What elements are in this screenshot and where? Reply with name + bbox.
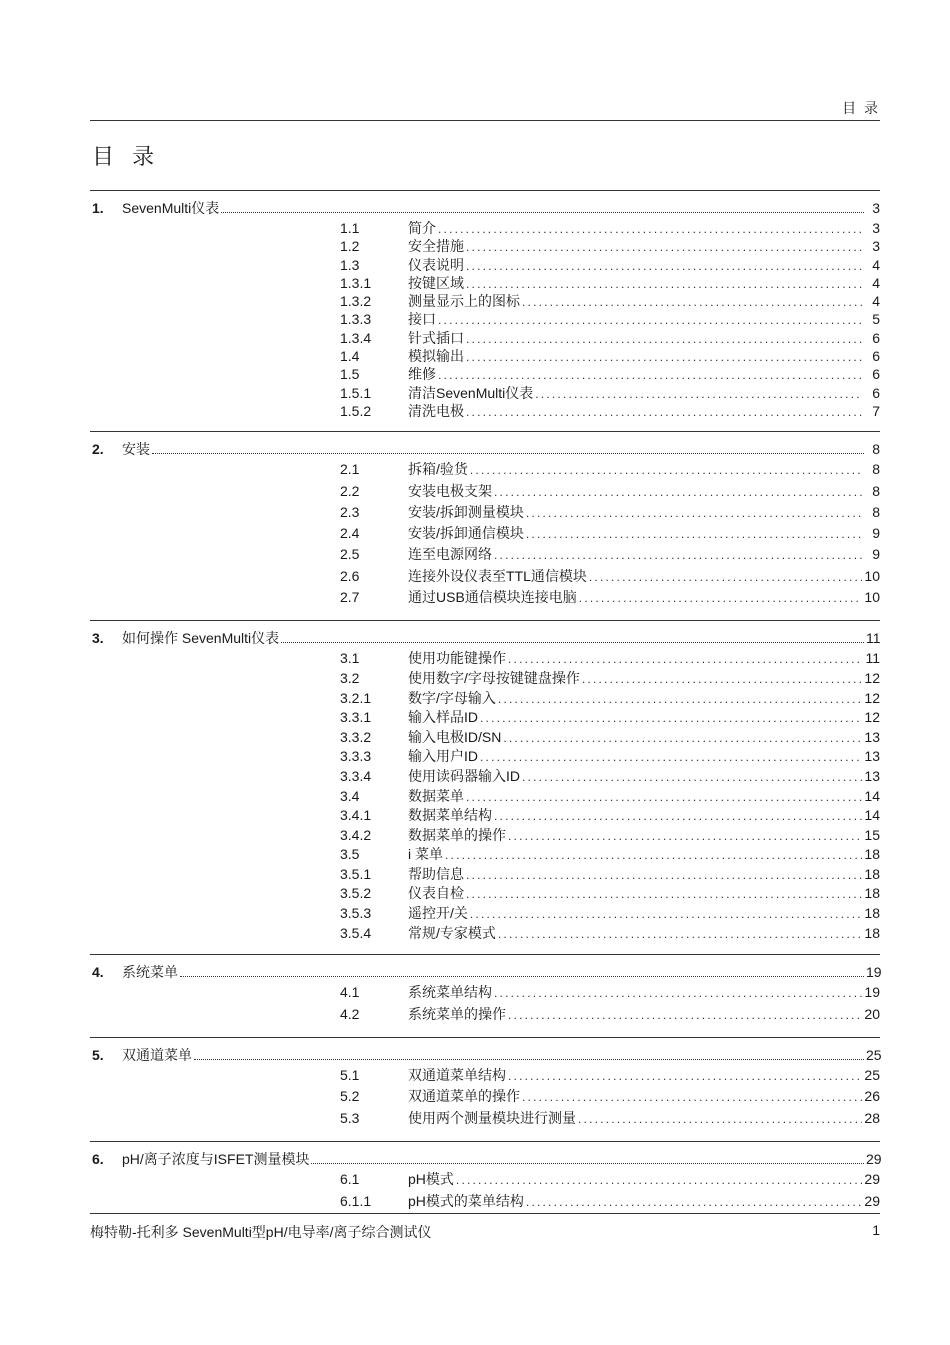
dot-leader	[152, 452, 864, 454]
dot-leader	[445, 848, 862, 862]
toc-entry[interactable]	[90, 273, 880, 291]
entry-number: 2.7	[340, 589, 360, 606]
entry-number: 2.1	[340, 461, 360, 478]
dot-leader	[194, 1058, 864, 1060]
entry-page: 6	[872, 366, 880, 383]
toc-entry[interactable]	[90, 727, 880, 747]
entry-number: 1.5.2	[340, 402, 372, 419]
toc-entry[interactable]	[90, 566, 880, 587]
toc-entry[interactable]	[90, 844, 880, 864]
entry-number: 1.3.3	[340, 311, 372, 328]
entry-page: 28	[864, 1109, 880, 1126]
chapter-page: 3	[872, 200, 880, 216]
entry-page: 20	[864, 1005, 880, 1022]
entry-title: 数字/字母输入	[408, 689, 496, 706]
dot-leader	[503, 731, 862, 745]
entry-number: 2.2	[340, 482, 360, 499]
entry-title: 通过USB通信模块连接电脑	[408, 589, 577, 606]
entry-page: 7	[872, 402, 880, 419]
entry-page: 18	[864, 865, 880, 882]
entry-title: 安装电极支架	[408, 482, 492, 499]
entry-number: 3.2.1	[340, 689, 372, 706]
running-header: 目 录	[90, 98, 880, 121]
entry-number: 2.5	[340, 546, 360, 563]
toc-entry[interactable]	[90, 236, 880, 254]
toc-entry[interactable]	[90, 502, 880, 523]
dot-leader	[522, 770, 862, 784]
dot-leader	[498, 692, 862, 706]
entry-page: 13	[864, 767, 880, 784]
entry-title: 数据菜单结构	[408, 807, 492, 824]
dot-leader	[522, 295, 862, 309]
toc-entry[interactable]	[90, 523, 880, 544]
toc-entry[interactable]	[90, 903, 880, 923]
entry-number: 4.2	[340, 1005, 360, 1022]
chapter-number: 4.	[92, 964, 104, 981]
entry-title: 使用两个测量模块进行测量	[408, 1109, 576, 1126]
entry-page: 4	[872, 256, 880, 273]
dot-leader	[498, 927, 862, 941]
toc-entry[interactable]	[90, 648, 880, 668]
entry-title: 拆箱/验货	[408, 461, 468, 478]
entry-number: 6.1	[340, 1171, 360, 1188]
entry-page: 4	[872, 274, 880, 291]
entry-page: 10	[864, 589, 880, 606]
entry-number: 3.5.3	[340, 905, 372, 922]
entry-number: 1.3	[340, 256, 360, 273]
toc-chapter	[90, 431, 880, 608]
entry-page: 8	[872, 461, 880, 478]
entry-page: 3	[872, 220, 880, 236]
entry-number: 3.4	[340, 787, 360, 804]
entry-page: 13	[864, 748, 880, 765]
entry-title: 清洗电极	[408, 402, 464, 419]
entry-number: 3.4.2	[340, 826, 372, 843]
dot-leader	[466, 405, 862, 419]
dot-leader	[466, 240, 862, 254]
dot-leader	[311, 1162, 864, 1164]
toc-chapter	[90, 1037, 880, 1130]
entry-title: pH模式的菜单结构	[408, 1192, 524, 1209]
chapter-title: pH/离子浓度与ISFET测量模块	[122, 1151, 310, 1168]
entry-title: 模拟输出	[408, 348, 464, 365]
entry-title: i 菜单	[408, 846, 443, 863]
entry-number: 3.3.3	[340, 748, 372, 765]
toc-entry[interactable]	[90, 383, 880, 401]
entry-page: 15	[864, 826, 880, 843]
dot-leader	[494, 548, 862, 562]
entry-page: 18	[864, 846, 880, 863]
toc-chapter	[90, 620, 880, 942]
entry-number: 3.3.1	[340, 709, 372, 726]
entry-number: 5.2	[340, 1088, 360, 1105]
toc-entry[interactable]	[90, 1108, 880, 1130]
entry-title: 使用功能键操作	[408, 650, 506, 667]
entry-number: 2.4	[340, 525, 360, 542]
toc-entry[interactable]	[90, 459, 880, 480]
entry-page: 4	[872, 293, 880, 310]
entry-title: 安装/拆卸测量模块	[408, 503, 524, 520]
dot-leader	[494, 986, 862, 1000]
entry-page: 18	[864, 924, 880, 941]
entry-number: 5.1	[340, 1066, 360, 1083]
entry-page: 8	[872, 482, 880, 499]
dot-leader	[526, 1195, 862, 1209]
entry-title: 遥控开/关	[408, 905, 468, 922]
entry-title: 维修	[408, 366, 436, 383]
entry-title: 仪表说明	[408, 256, 464, 273]
toc-chapter	[90, 954, 880, 1025]
chapter-page: 19	[866, 964, 882, 981]
entry-number: 1.3.2	[340, 293, 372, 310]
dot-leader	[578, 1112, 862, 1126]
dot-leader	[508, 829, 862, 843]
toc-entry[interactable]	[90, 746, 880, 766]
entry-page: 12	[864, 709, 880, 726]
chapter-title: SevenMulti仪表	[122, 200, 220, 216]
toc-entry[interactable]	[90, 1004, 880, 1025]
dot-leader	[466, 350, 862, 364]
dot-leader	[466, 259, 862, 273]
entry-number: 1.1	[340, 220, 360, 236]
entry-number: 3.5	[340, 846, 360, 863]
entry-page: 11	[865, 650, 880, 667]
toc-chapter-line[interactable]	[90, 955, 880, 982]
toc-entry[interactable]	[90, 883, 880, 903]
footer-product-name: 梅特勒-托利多 SevenMulti型pH/电导率/离子综合测试仪	[90, 1224, 432, 1240]
dot-leader	[466, 887, 862, 901]
chapter-number: 1.	[92, 200, 104, 216]
dot-leader	[466, 790, 862, 804]
toc-entry[interactable]	[90, 668, 880, 688]
dot-leader	[579, 591, 862, 605]
toc-chapter	[90, 1141, 880, 1212]
toc-chapter-line[interactable]	[90, 432, 880, 459]
entry-title: 安全措施	[408, 238, 464, 255]
toc-entry[interactable]	[90, 255, 880, 273]
entry-title: 输入用户ID	[408, 748, 478, 765]
chapter-title: 如何操作 SevenMulti仪表	[122, 630, 280, 647]
entry-number: 1.3.4	[340, 329, 372, 346]
entry-number: 3.4.1	[340, 807, 372, 824]
entry-page: 12	[864, 669, 880, 686]
entry-page: 14	[864, 787, 880, 804]
toc-entry[interactable]	[90, 786, 880, 806]
dot-leader	[438, 222, 862, 236]
toc-entry[interactable]	[90, 923, 880, 943]
entry-page: 26	[864, 1088, 880, 1105]
entry-number: 6.1.1	[340, 1192, 372, 1209]
dot-leader	[466, 332, 862, 346]
entry-title: 系统菜单的操作	[408, 1005, 506, 1022]
entry-number: 3.3.4	[340, 767, 372, 784]
entry-title: 连接外设仪表至TTL通信模块	[408, 567, 587, 584]
dot-leader	[281, 641, 864, 643]
toc-entry[interactable]	[90, 766, 880, 786]
dot-leader	[480, 711, 862, 725]
toc-entry[interactable]	[90, 328, 880, 346]
toc-entry[interactable]	[90, 1086, 880, 1108]
entry-number: 1.3.1	[340, 274, 372, 291]
chapter-number: 2.	[92, 441, 104, 458]
entry-page: 6	[872, 384, 880, 401]
dot-leader	[494, 485, 862, 499]
dot-leader	[522, 1090, 862, 1104]
entry-number: 4.1	[340, 984, 360, 1001]
toc-chapter-line[interactable]	[90, 1142, 880, 1169]
chapter-page: 8	[872, 441, 880, 458]
dot-leader	[535, 387, 862, 401]
entry-page: 10	[864, 567, 880, 584]
entry-page: 3	[872, 238, 880, 255]
toc-entry[interactable]	[90, 688, 880, 708]
dot-leader	[180, 975, 864, 977]
entry-page: 18	[864, 885, 880, 902]
entry-title: 按键区域	[408, 274, 464, 291]
dot-leader	[438, 368, 862, 382]
entry-page: 13	[864, 728, 880, 745]
toc-entry[interactable]	[90, 346, 880, 364]
entry-number: 3.2	[340, 669, 360, 686]
dot-leader	[456, 1173, 862, 1187]
toc-entry[interactable]	[90, 825, 880, 845]
entry-page: 14	[864, 807, 880, 824]
toc-chapter	[90, 190, 880, 419]
dot-leader	[466, 868, 862, 882]
toc-entry[interactable]	[90, 364, 880, 382]
toc-entry[interactable]	[90, 707, 880, 727]
entry-number: 1.5	[340, 366, 360, 383]
entry-title: 数据菜单	[408, 787, 464, 804]
toc-entry[interactable]	[90, 544, 880, 565]
entry-number: 5.3	[340, 1109, 360, 1126]
entry-number: 2.3	[340, 503, 360, 520]
entry-page: 6	[872, 348, 880, 365]
entry-page: 8	[872, 503, 880, 520]
toc-entry[interactable]	[90, 401, 880, 419]
toc-entry[interactable]	[90, 864, 880, 884]
entry-title: 使用读码器输入ID	[408, 767, 520, 784]
entry-page: 25	[864, 1066, 880, 1083]
chapter-page: 25	[866, 1046, 882, 1063]
entry-number: 1.5.1	[340, 384, 372, 401]
toc-entry[interactable]	[90, 982, 880, 1003]
page-footer	[90, 1213, 880, 1242]
entry-title: 针式插口	[408, 329, 464, 346]
entry-number: 1.4	[340, 348, 360, 365]
entry-title: 输入电极ID/SN	[408, 728, 502, 745]
entry-title: 使用数字/字母按键键盘操作	[408, 669, 580, 686]
chapter-page: 11	[866, 630, 881, 647]
chapter-page: 29	[866, 1151, 882, 1168]
dot-leader	[470, 463, 862, 477]
toc-entry[interactable]	[90, 218, 880, 236]
entry-title: 连至电源网络	[408, 546, 492, 563]
dot-leader	[508, 1008, 862, 1022]
chapter-title: 安装	[122, 441, 150, 458]
dot-leader	[508, 652, 862, 666]
entry-title: 数据菜单的操作	[408, 826, 506, 843]
entry-page: 9	[872, 525, 880, 542]
toc-entry[interactable]	[90, 805, 880, 825]
entry-title: 输入样品ID	[408, 709, 478, 726]
toc-chapter-line[interactable]	[90, 1038, 880, 1065]
chapter-title: 双通道菜单	[122, 1046, 192, 1063]
entry-page: 5	[872, 311, 880, 328]
entry-title: 系统菜单结构	[408, 984, 492, 1001]
toc-entry[interactable]	[90, 1065, 880, 1087]
toc-entry[interactable]	[90, 309, 880, 327]
dot-leader	[582, 672, 862, 686]
entry-title: 简介	[408, 220, 436, 236]
entry-title: 帮助信息	[408, 865, 464, 882]
entry-page: 19	[864, 984, 880, 1001]
chapter-number: 5.	[92, 1046, 104, 1063]
entry-number: 3.5.2	[340, 885, 372, 902]
entry-title: 双通道菜单的操作	[408, 1088, 520, 1105]
entry-number: 1.2	[340, 238, 360, 255]
dot-leader	[480, 750, 862, 764]
entry-number: 3.1	[340, 650, 360, 667]
entry-title: 清洁SevenMulti仪表	[408, 384, 534, 401]
entry-page: 29	[864, 1171, 880, 1188]
footer-page-number: 1	[872, 1222, 880, 1238]
dot-leader	[438, 313, 862, 327]
toc-entry[interactable]	[90, 291, 880, 309]
entry-page: 12	[864, 689, 880, 706]
entry-page: 29	[864, 1192, 880, 1209]
dot-leader	[470, 907, 862, 921]
toc-entry[interactable]	[90, 1191, 880, 1213]
entry-number: 2.6	[340, 567, 360, 584]
dot-leader	[508, 1069, 862, 1083]
toc-entry[interactable]	[90, 481, 880, 502]
entry-page: 18	[864, 905, 880, 922]
entry-title: 双通道菜单结构	[408, 1066, 506, 1083]
entry-title: 常规/专家模式	[408, 924, 496, 941]
toc-entry[interactable]	[90, 1169, 880, 1191]
entry-number: 3.5.1	[340, 865, 372, 882]
chapter-number: 3.	[92, 630, 104, 647]
dot-leader	[526, 527, 862, 541]
entry-page: 6	[872, 329, 880, 346]
dot-leader	[466, 277, 862, 291]
chapter-number: 6.	[92, 1151, 104, 1168]
toc-entry[interactable]	[90, 587, 880, 608]
page-title: 目 录	[92, 144, 161, 169]
entry-title: 测量显示上的图标	[408, 293, 520, 310]
dot-leader	[221, 211, 864, 213]
entry-title: 安装/拆卸通信模块	[408, 525, 524, 542]
entry-number: 3.3.2	[340, 728, 372, 745]
dot-leader	[494, 809, 862, 823]
chapter-title: 系统菜单	[122, 964, 178, 981]
entry-title: 仪表自检	[408, 885, 464, 902]
toc-chapter-line[interactable]	[90, 621, 880, 648]
dot-leader	[589, 570, 862, 584]
toc-chapter-line[interactable]	[90, 191, 880, 218]
entry-number: 3.5.4	[340, 924, 372, 941]
table-of-contents	[90, 190, 880, 1224]
entry-title: pH模式	[408, 1171, 454, 1188]
entry-title: 接口	[408, 311, 436, 328]
entry-page: 9	[872, 546, 880, 563]
dot-leader	[526, 506, 862, 520]
